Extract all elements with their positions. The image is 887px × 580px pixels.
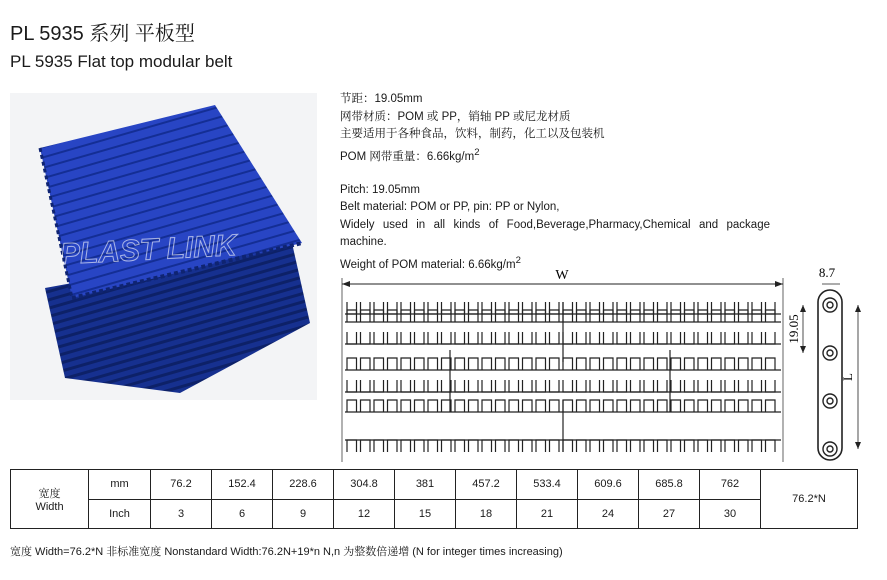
side-profile [818, 290, 842, 460]
belt-knuckle-row [347, 400, 775, 412]
belt-knuckle-row [347, 310, 775, 322]
spec-line: Pitch: 19.05mm [340, 183, 420, 196]
unit-inch: Inch [89, 499, 151, 529]
spec-line: Belt material: POM or PP, pin: PP or Nylon, [340, 201, 560, 214]
belt-knuckle-row [347, 440, 775, 452]
table-cell: 76.2 [151, 470, 212, 500]
dimension-pitch-label: 19.05 [786, 314, 801, 344]
table-cell: 228.6 [273, 470, 334, 500]
belt-knuckle-row [347, 332, 775, 344]
table-cell: 21 [517, 499, 578, 529]
width-formula: 76.2*N [761, 470, 858, 529]
table-cell: 609.6 [578, 470, 639, 500]
table-cell: 6 [212, 499, 273, 529]
spec-line: 节距：19.05mm [340, 93, 423, 105]
page-title-cn: PL 5935 系列 平板型 [10, 23, 195, 45]
dimension-length-label: L [840, 373, 855, 381]
table-cell: 762 [700, 470, 761, 500]
table-cell: 30 [700, 499, 761, 529]
spec-line: Widely used in all kinds of Food,Beverage,Pharmacy,Chemical and package machine. [340, 218, 770, 249]
belt-knuckle-row [347, 380, 775, 392]
dimension-width-label: W [555, 268, 569, 283]
side-profile-pins [823, 298, 837, 456]
table-cell: 27 [639, 499, 700, 529]
belt-knuckle-row [347, 302, 775, 314]
width-table [10, 469, 858, 529]
belt-drawing [335, 262, 870, 472]
spec-text [340, 91, 770, 274]
unit-mm: mm [89, 470, 151, 500]
belt-modules [345, 302, 781, 452]
table-cell: 24 [578, 499, 639, 529]
page-title-en: PL 5935 Flat top modular belt [10, 52, 233, 71]
dimension-thickness-label: 8.7 [818, 265, 836, 280]
table-cell: 533.4 [517, 470, 578, 500]
photo-watermark: PLAST LINK [59, 229, 238, 272]
table-cell: 12 [334, 499, 395, 529]
width-header: 宽度 Width [11, 470, 89, 529]
spec-line: 网带材质：POM 或 PP，销轴 PP 或尼龙材质 [340, 110, 571, 123]
spec-line-weight-en: Weight of POM material: $6.66kg/m^2$ [340, 254, 521, 271]
table-cell: 152.4 [212, 470, 273, 500]
spec-line: 主要适用于各种食品，饮料，制药，化工以及包装机 [340, 128, 605, 140]
table-cell: 685.8 [639, 470, 700, 500]
table-cell: 9 [273, 499, 334, 529]
belt-knuckle-row [347, 358, 775, 370]
table-cell: 18 [456, 499, 517, 529]
product-photo [10, 93, 317, 400]
table-cell: 381 [395, 470, 456, 500]
spec-line-weight-cn: POM 网带重量：$6.66kg/m^2$ [340, 146, 480, 163]
footnote: 宽度 Width=76.2*N 非标准宽度 Nonstandard Width:76.2N+19*n N,n 为整数倍递增 (N for integer times increasing) [10, 546, 563, 558]
table-cell: 304.8 [334, 470, 395, 500]
table-cell: 3 [151, 499, 212, 529]
table-cell: 15 [395, 499, 456, 529]
table-cell: 457.2 [456, 470, 517, 500]
